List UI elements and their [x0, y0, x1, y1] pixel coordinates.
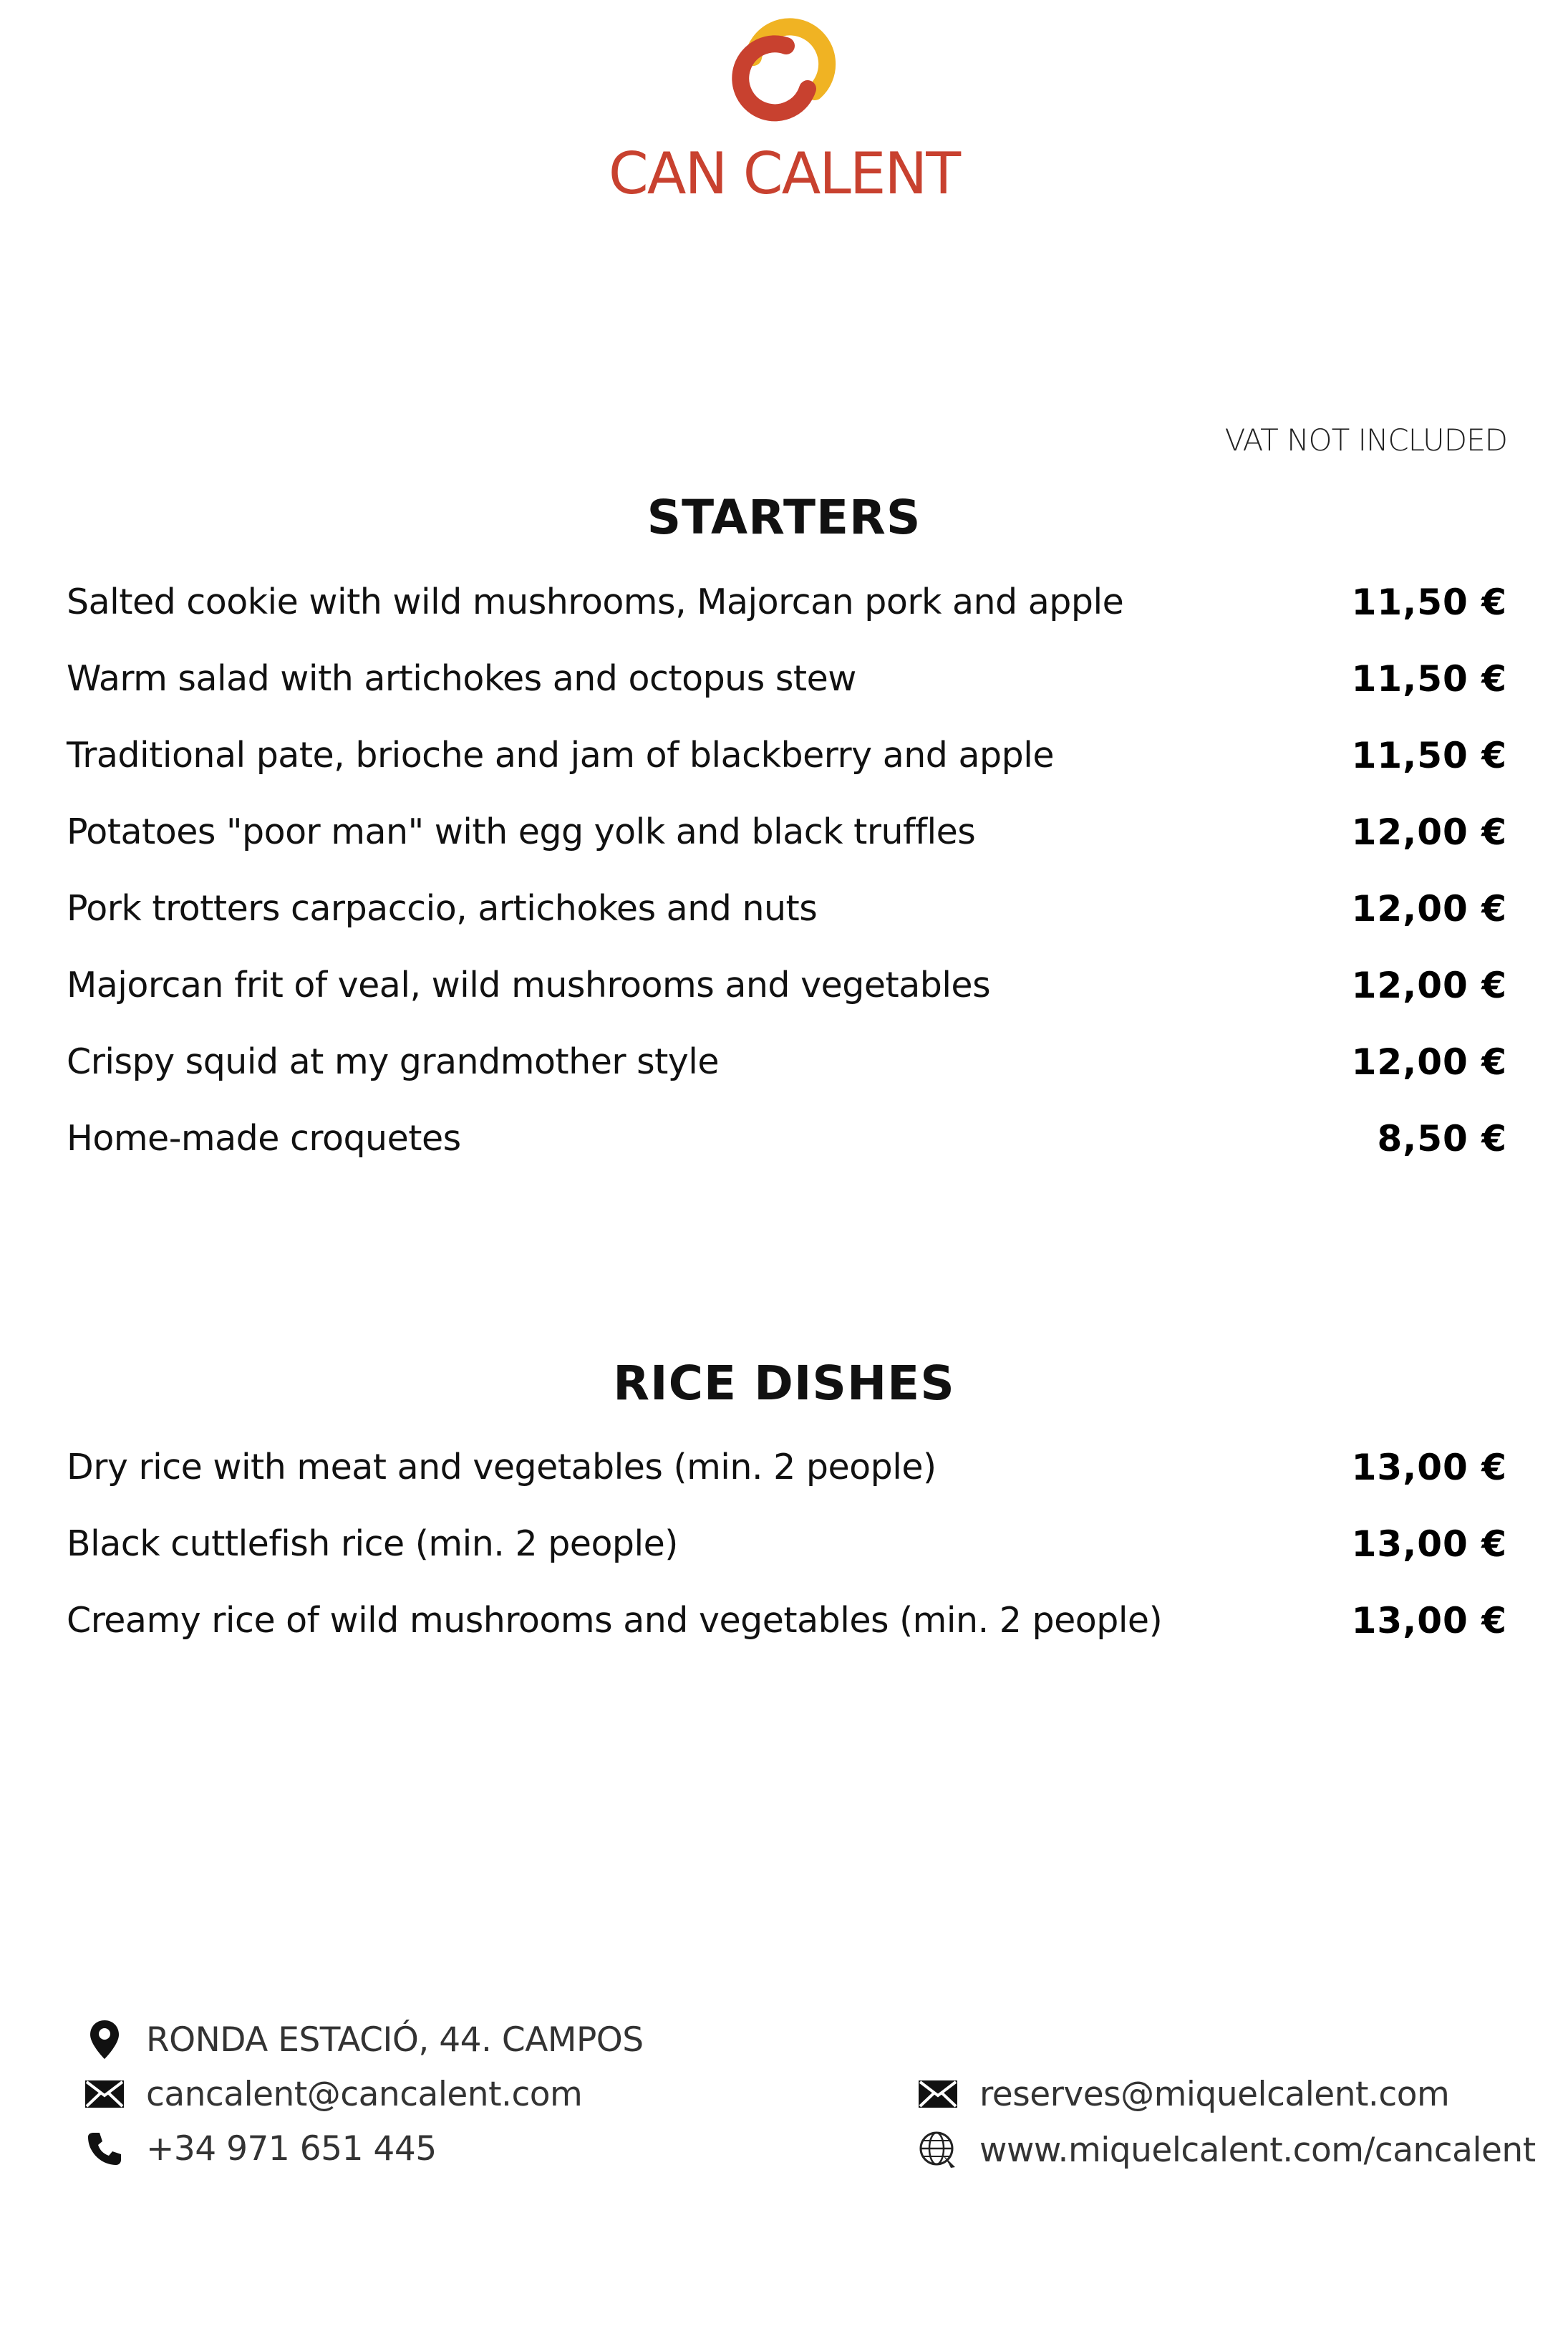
item-name: Warm salad with artichokes and octopus stew — [67, 658, 856, 699]
item-name: Dry rice with meat and vegetables (min. 2 people) — [67, 1447, 937, 1487]
item-name: Pork trotters carpaccio, artichokes and nuts — [67, 888, 818, 929]
envelope-icon — [918, 2074, 958, 2114]
item-price: 11,50 € — [1351, 582, 1507, 623]
item-price: 12,00 € — [1351, 1041, 1507, 1083]
menu-item — [67, 965, 1507, 1041]
menu-item — [67, 1041, 1507, 1118]
phone-icon — [84, 2128, 125, 2169]
item-price: 8,50 € — [1377, 1118, 1507, 1159]
menu-item — [67, 1600, 1507, 1677]
starters-list — [67, 582, 1507, 1195]
menu-item — [67, 735, 1507, 811]
phone-text[interactable]: +34 971 651 445 — [146, 2128, 437, 2169]
vat-note: VAT NOT INCLUDED — [1224, 423, 1507, 458]
menu-item — [67, 1447, 1507, 1523]
address-text: RONDA ESTACIÓ, 44. CAMPOS — [146, 2020, 644, 2060]
item-price: 12,00 € — [1351, 965, 1507, 1006]
brand-name: CAN CALENT — [608, 140, 960, 207]
menu-item — [67, 1523, 1507, 1600]
logo-mark-icon — [730, 13, 838, 135]
item-price: 13,00 € — [1351, 1523, 1507, 1565]
item-name: Majorcan frit of veal, wild mushrooms and vegetables — [67, 965, 991, 1005]
item-price: 12,00 € — [1351, 888, 1507, 930]
rice-dishes-list — [67, 1447, 1507, 1677]
item-name: Traditional pate, brioche and jam of blackberry and apple — [67, 735, 1054, 776]
item-name: Salted cookie with wild mushrooms, Majorcan pork and apple — [67, 582, 1124, 622]
item-price: 12,00 € — [1351, 811, 1507, 853]
item-name: Crispy squid at my grandmother style — [67, 1041, 720, 1082]
menu-item — [67, 1118, 1507, 1195]
item-price: 13,00 € — [1351, 1600, 1507, 1641]
section-title-rice-dishes: RICE DISHES — [613, 1356, 955, 1411]
section-title-starters: STARTERS — [647, 490, 921, 545]
menu-item — [67, 658, 1507, 735]
contact-website[interactable] — [918, 2130, 1536, 2170]
contact-address — [84, 2020, 644, 2060]
globe-icon — [918, 2130, 958, 2170]
map-pin-icon — [84, 2020, 125, 2060]
item-name: Black cuttlefish rice (min. 2 people) — [67, 1523, 678, 1564]
item-name: Potatoes "poor man" with egg yolk and black truffles — [67, 811, 976, 852]
item-price: 13,00 € — [1351, 1447, 1507, 1488]
item-price: 11,50 € — [1351, 658, 1507, 700]
envelope-icon — [84, 2074, 125, 2114]
item-name: Home-made croquetes — [67, 1118, 461, 1159]
logo — [0, 13, 1568, 135]
menu-item — [67, 888, 1507, 965]
contact-reservations[interactable] — [918, 2074, 1449, 2114]
website-text[interactable]: www.miquelcalent.com/cancalent — [979, 2130, 1536, 2170]
menu-item — [67, 582, 1507, 658]
item-price: 11,50 € — [1351, 735, 1507, 776]
menu-item — [67, 811, 1507, 888]
item-name: Creamy rice of wild mushrooms and vegetables (min. 2 people) — [67, 1600, 1163, 1641]
contact-phone[interactable] — [84, 2128, 437, 2169]
email-text[interactable]: cancalent@cancalent.com — [146, 2074, 583, 2114]
reservations-text[interactable]: reserves@miquelcalent.com — [979, 2074, 1450, 2114]
contact-email[interactable] — [84, 2074, 582, 2114]
